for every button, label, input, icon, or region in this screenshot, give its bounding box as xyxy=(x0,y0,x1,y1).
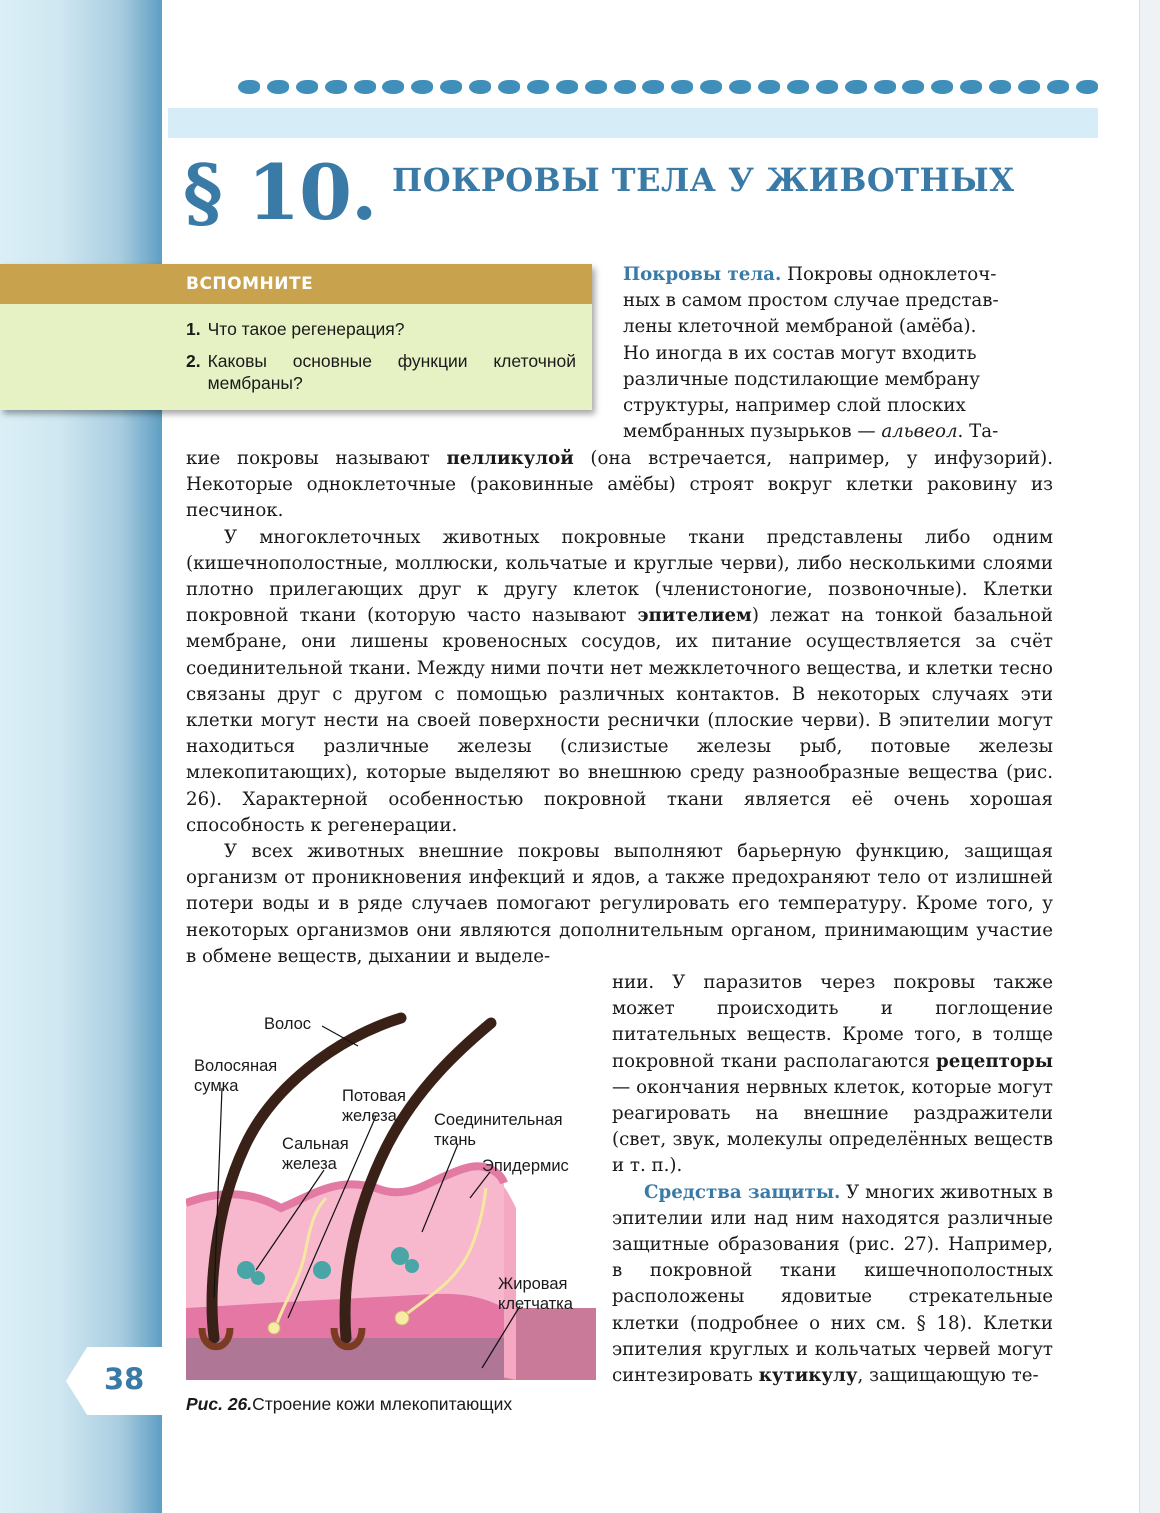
label-sweat-gland: Потовая железа xyxy=(342,1087,406,1125)
recall-item-number: 2. xyxy=(186,351,201,371)
intro-line: ных в самом простом случае представ- xyxy=(623,290,999,312)
right-column xyxy=(612,970,1053,1389)
title-band xyxy=(168,108,1098,138)
recall-list xyxy=(0,304,592,394)
label-epidermis: Эпидермис xyxy=(482,1157,569,1175)
recall-item xyxy=(186,350,576,394)
recall-item-text: Что такое регенерация? xyxy=(207,319,405,339)
page-edge xyxy=(1139,0,1160,1513)
main-text xyxy=(186,446,1053,970)
term-pellicle: пелликулой xyxy=(446,448,574,469)
animal-silhouette-strip xyxy=(238,70,1098,104)
intro-line: Но иногда в их состав могут входить xyxy=(623,342,977,364)
label-hair: Волос xyxy=(264,1015,312,1033)
subheading-body-covers: Покровы тела. xyxy=(623,264,782,285)
text-run: (она встречается, например, у инфузорий). Некоторые одноклеточные (раковинные амёбы) строят вокруг клетки раковину из песчинок. xyxy=(186,448,1053,522)
intro-line: лены клеточной мембраной (амёба). xyxy=(623,316,977,338)
paragraph: У всех животных внешние покровы выполняют барьерную функцию, защищая организм от проникновения инфекций и ядов, а также предохраняют тело от излишней потери воды и в ряде случаев помогают регулировать его температуру. Кроме того, у некоторых организмов они являются дополнительным органом, принимающим участие в обмене веществ, дыхании и выделе- xyxy=(186,841,1053,967)
text-run: нии. У паразитов через покровы также может происходить и поглощение питательных веществ. Кроме того, в толще покровной ткани располагаются xyxy=(612,972,1053,1072)
paragraph xyxy=(612,1180,1053,1390)
caption-number: Рис. 26. xyxy=(186,1394,253,1414)
section-number: § 10. xyxy=(183,148,377,237)
term-cuticle: кутикулу xyxy=(758,1365,858,1387)
text-run: кие покровы называют xyxy=(186,448,447,469)
recall-heading: ВСПОМНИТЕ xyxy=(0,264,592,304)
intro-line: мембранных пузырьков — xyxy=(623,421,882,443)
intro-line: структуры, например слой плоских xyxy=(623,395,966,417)
label-connective-tissue: Соединительная ткань xyxy=(434,1111,563,1149)
text-run: — окончания нервных клеток, которые могут реагировать на внешние раздражители (свет, звук, молекулы определённых веществ и т. п.). xyxy=(612,1076,1053,1177)
figure-skin-structure xyxy=(186,1008,596,1384)
sweat-gland xyxy=(268,1322,280,1334)
section-title: ПОКРОВЫ ТЕЛА У ЖИВОТНЫХ xyxy=(392,161,1015,199)
figure-caption xyxy=(186,1394,512,1415)
intro-line: Покровы одноклеточ- xyxy=(787,264,997,285)
intro-line: . Та- xyxy=(957,421,999,443)
text-run: У многоклеточных животных покровные ткани представлены либо одним (кишечнополостные, моллюски, кольчатые и круглые черви), либо несколькими слоями плотно прилегающих друг к другу клеток (членистоногие, позвоночные). Клетки покровной ткани (которую часто называют xyxy=(186,526,1053,627)
label-fat: Жировая клетчатка xyxy=(498,1275,573,1313)
intro-line: различные подстилающие мембрану xyxy=(623,368,981,390)
paragraph xyxy=(612,970,1053,1180)
text-run: , защищающую те- xyxy=(857,1365,1039,1387)
label-sebaceous-gland: Сальная железа xyxy=(282,1135,349,1173)
recall-box xyxy=(0,264,592,410)
term-epithelium: эпителием xyxy=(637,605,752,627)
caption-text: Строение кожи млекопитающих xyxy=(252,1394,513,1414)
left-margin-band xyxy=(0,0,162,1513)
text-run: У многих животных в эпителии или над ним находятся различные защитные образования (рис. 27). Например, в покровной ткани кишечнополостных расположены ядовитые стрекательные клетки (подробнее о них см. § 18). Клетки эпителия круглых и кольчатых червей могут синтезировать xyxy=(612,1181,1053,1387)
recall-item xyxy=(186,318,576,340)
text-run: ) лежат на тонкой базальной мембране, они лишены кровеносных сосудов, их питание осуществляется за счёт соединительной ткани. Между ними почти нет межклеточного вещества, и клетки тесно связаны друг с другом с помощью различных контактов. В некоторых случаях эти клетки могут нести на своей поверхности реснички (плоские черви). В эпителии могут находиться различные железы (слизистые железы рыб, потовые железы млекопитающих), которые выделяют во внешнюю среду разнообразные вещества (рис. 26). Характерной особенностью покровной ткани является её очень хорошая способность к регенерации. xyxy=(186,605,1053,836)
page-number: 38 xyxy=(104,1362,145,1396)
recall-item-number: 1. xyxy=(186,319,201,339)
paragraph xyxy=(186,525,1053,839)
term-alveol: альвеол xyxy=(881,421,958,443)
intro-column xyxy=(623,262,1053,445)
label-follicle: Волосяная сумка xyxy=(194,1057,278,1095)
recall-item-text: Каковы основные функции клеточной мембраны? xyxy=(207,351,576,393)
term-receptors: рецепторы xyxy=(936,1050,1053,1072)
subheading-defense: Средства защиты. xyxy=(644,1181,841,1203)
paragraph xyxy=(186,446,1053,525)
